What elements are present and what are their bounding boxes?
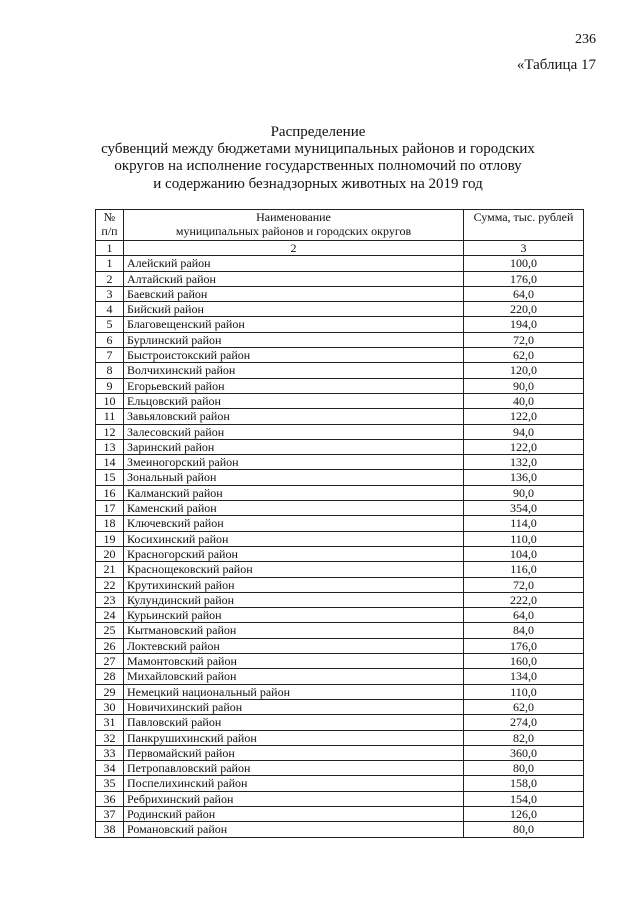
header-number-line-1: № (103, 210, 116, 224)
row-number: 10 (96, 393, 124, 408)
row-amount: 220,0 (464, 302, 584, 317)
table-row (96, 286, 584, 301)
row-number: 35 (96, 776, 124, 791)
row-amount: 62,0 (464, 699, 584, 714)
table-row (96, 271, 584, 286)
row-district-name: Бурлинский район (124, 332, 464, 347)
table-row (96, 455, 584, 470)
row-amount: 82,0 (464, 730, 584, 745)
row-amount: 154,0 (464, 791, 584, 806)
row-district-name: Волчихинский район (124, 363, 464, 378)
table-row (96, 348, 584, 363)
row-district-name: Бийский район (124, 302, 464, 317)
row-number: 25 (96, 623, 124, 638)
row-district-name: Завьяловский район (124, 409, 464, 424)
row-number: 6 (96, 332, 124, 347)
table-row (96, 317, 584, 332)
header-name (124, 210, 464, 241)
row-district-name: Михайловский район (124, 669, 464, 684)
column-index-3: 3 (464, 241, 584, 256)
row-amount: 114,0 (464, 516, 584, 531)
row-number: 1 (96, 256, 124, 271)
table-row (96, 608, 584, 623)
table-header-row (96, 210, 584, 241)
row-number: 4 (96, 302, 124, 317)
table-row (96, 730, 584, 745)
row-number: 26 (96, 638, 124, 653)
row-number: 33 (96, 745, 124, 760)
row-amount: 194,0 (464, 317, 584, 332)
table-row (96, 776, 584, 791)
subvention-table (95, 209, 584, 838)
column-index-1: 1 (96, 241, 124, 256)
row-district-name: Кытмановский район (124, 623, 464, 638)
table-row (96, 654, 584, 669)
table-row (96, 715, 584, 730)
row-amount: 158,0 (464, 776, 584, 791)
row-number: 7 (96, 348, 124, 363)
row-amount: 100,0 (464, 256, 584, 271)
table-row (96, 393, 584, 408)
row-number: 37 (96, 806, 124, 821)
table-row (96, 501, 584, 516)
row-amount: 104,0 (464, 546, 584, 561)
row-number: 15 (96, 470, 124, 485)
heading-line-3: округов на исполнение государственных полномочий по отлову (114, 158, 522, 175)
row-amount: 134,0 (464, 669, 584, 684)
table-row (96, 745, 584, 760)
row-district-name: Кулундинский район (124, 592, 464, 607)
row-number: 22 (96, 577, 124, 592)
row-number: 2 (96, 271, 124, 286)
row-district-name: Курьинский район (124, 608, 464, 623)
row-district-name: Поспелихинский район (124, 776, 464, 791)
row-number: 28 (96, 669, 124, 684)
table-row (96, 638, 584, 653)
row-district-name: Петропавловский район (124, 761, 464, 776)
row-district-name: Заринский район (124, 439, 464, 454)
row-amount: 40,0 (464, 393, 584, 408)
row-amount: 64,0 (464, 286, 584, 301)
header-number (96, 210, 124, 241)
table-row (96, 806, 584, 821)
row-district-name: Ельцовский район (124, 393, 464, 408)
row-number: 13 (96, 439, 124, 454)
row-number: 23 (96, 592, 124, 607)
row-amount: 176,0 (464, 638, 584, 653)
row-district-name: Павловский район (124, 715, 464, 730)
row-district-name: Ребрихинский район (124, 791, 464, 806)
column-index-row (96, 241, 584, 256)
row-amount: 274,0 (464, 715, 584, 730)
row-amount: 110,0 (464, 684, 584, 699)
row-district-name: Краснощековский район (124, 562, 464, 577)
row-amount: 62,0 (464, 348, 584, 363)
table-row (96, 470, 584, 485)
row-number: 17 (96, 501, 124, 516)
row-number: 36 (96, 791, 124, 806)
heading-title: Распределение (270, 124, 366, 140)
row-amount: 72,0 (464, 577, 584, 592)
row-district-name: Родинский район (124, 806, 464, 821)
table-row (96, 363, 584, 378)
row-number: 14 (96, 455, 124, 470)
row-district-name: Калманский район (124, 485, 464, 500)
row-district-name: Алейский район (124, 256, 464, 271)
row-district-name: Быстроистокский район (124, 348, 464, 363)
row-amount: 120,0 (464, 363, 584, 378)
row-amount: 90,0 (464, 378, 584, 393)
row-district-name: Панкрушихинский район (124, 730, 464, 745)
row-number: 9 (96, 378, 124, 393)
column-index-2: 2 (124, 241, 464, 256)
table-row (96, 485, 584, 500)
row-district-name: Мамонтовский район (124, 654, 464, 669)
table-row (96, 256, 584, 271)
row-number: 12 (96, 424, 124, 439)
table-row (96, 761, 584, 776)
row-amount: 64,0 (464, 608, 584, 623)
row-district-name: Баевский район (124, 286, 464, 301)
row-district-name: Косихинский район (124, 531, 464, 546)
row-district-name: Ключевский район (124, 516, 464, 531)
row-district-name: Крутихинский район (124, 577, 464, 592)
row-amount: 90,0 (464, 485, 584, 500)
row-number: 38 (96, 822, 124, 837)
row-number: 27 (96, 654, 124, 669)
row-amount: 80,0 (464, 822, 584, 837)
table-row (96, 516, 584, 531)
table-row (96, 592, 584, 607)
row-district-name: Немецкий национальный район (124, 684, 464, 699)
row-amount: 94,0 (464, 424, 584, 439)
table-label: «Таблица 17 (516, 57, 596, 73)
row-district-name: Новичихинский район (124, 699, 464, 714)
row-district-name: Егорьевский район (124, 378, 464, 393)
row-district-name: Локтевский район (124, 638, 464, 653)
row-district-name: Благовещенский район (124, 317, 464, 332)
row-number: 32 (96, 730, 124, 745)
row-amount: 136,0 (464, 470, 584, 485)
row-district-name: Алтайский район (124, 271, 464, 286)
row-amount: 126,0 (464, 806, 584, 821)
row-district-name: Залесовский район (124, 424, 464, 439)
table-row (96, 531, 584, 546)
table-row (96, 546, 584, 561)
row-district-name: Зональный район (124, 470, 464, 485)
row-district-name: Каменский район (124, 501, 464, 516)
table-row (96, 302, 584, 317)
row-amount: 122,0 (464, 409, 584, 424)
row-number: 18 (96, 516, 124, 531)
row-amount: 110,0 (464, 531, 584, 546)
row-number: 5 (96, 317, 124, 332)
row-number: 31 (96, 715, 124, 730)
row-district-name: Романовский район (124, 822, 464, 837)
table-row (96, 332, 584, 347)
table-row (96, 424, 584, 439)
row-amount: 160,0 (464, 654, 584, 669)
row-number: 16 (96, 485, 124, 500)
row-number: 21 (96, 562, 124, 577)
page-number: 236 (575, 32, 596, 47)
heading-line-2: субвенций между бюджетами муниципальных районов и городских (101, 141, 535, 158)
table-row (96, 378, 584, 393)
row-amount: 176,0 (464, 271, 584, 286)
table-row (96, 439, 584, 454)
row-number: 29 (96, 684, 124, 699)
row-number: 34 (96, 761, 124, 776)
row-district-name: Красногорский район (124, 546, 464, 561)
table-row (96, 623, 584, 638)
row-amount: 132,0 (464, 455, 584, 470)
header-name-line-2: муниципальных районов и городских округов (175, 224, 412, 238)
table-body (96, 256, 584, 837)
row-district-name: Первомайский район (124, 745, 464, 760)
table-row (96, 791, 584, 806)
row-number: 8 (96, 363, 124, 378)
header-sum: Сумма, тыс. рублей (464, 210, 584, 241)
row-amount: 360,0 (464, 745, 584, 760)
row-number: 3 (96, 286, 124, 301)
row-number: 19 (96, 531, 124, 546)
heading-line-4: и содержанию безнадзорных животных на 2019 год (153, 175, 483, 192)
row-district-name: Змеиногорский район (124, 455, 464, 470)
row-amount: 122,0 (464, 439, 584, 454)
row-number: 11 (96, 409, 124, 424)
table-row (96, 577, 584, 592)
row-amount: 80,0 (464, 761, 584, 776)
row-amount: 116,0 (464, 562, 584, 577)
table-row (96, 822, 584, 837)
row-amount: 84,0 (464, 623, 584, 638)
row-amount: 72,0 (464, 332, 584, 347)
row-number: 20 (96, 546, 124, 561)
header-number-line-2: п/п (101, 224, 118, 238)
row-amount: 222,0 (464, 592, 584, 607)
table-row (96, 409, 584, 424)
row-number: 24 (96, 608, 124, 623)
header-name-line-1: Наименование (256, 210, 331, 224)
table-row (96, 699, 584, 714)
row-amount: 354,0 (464, 501, 584, 516)
row-number: 30 (96, 699, 124, 714)
table-row (96, 684, 584, 699)
table-row (96, 562, 584, 577)
table-row (96, 669, 584, 684)
document-heading (90, 124, 546, 193)
